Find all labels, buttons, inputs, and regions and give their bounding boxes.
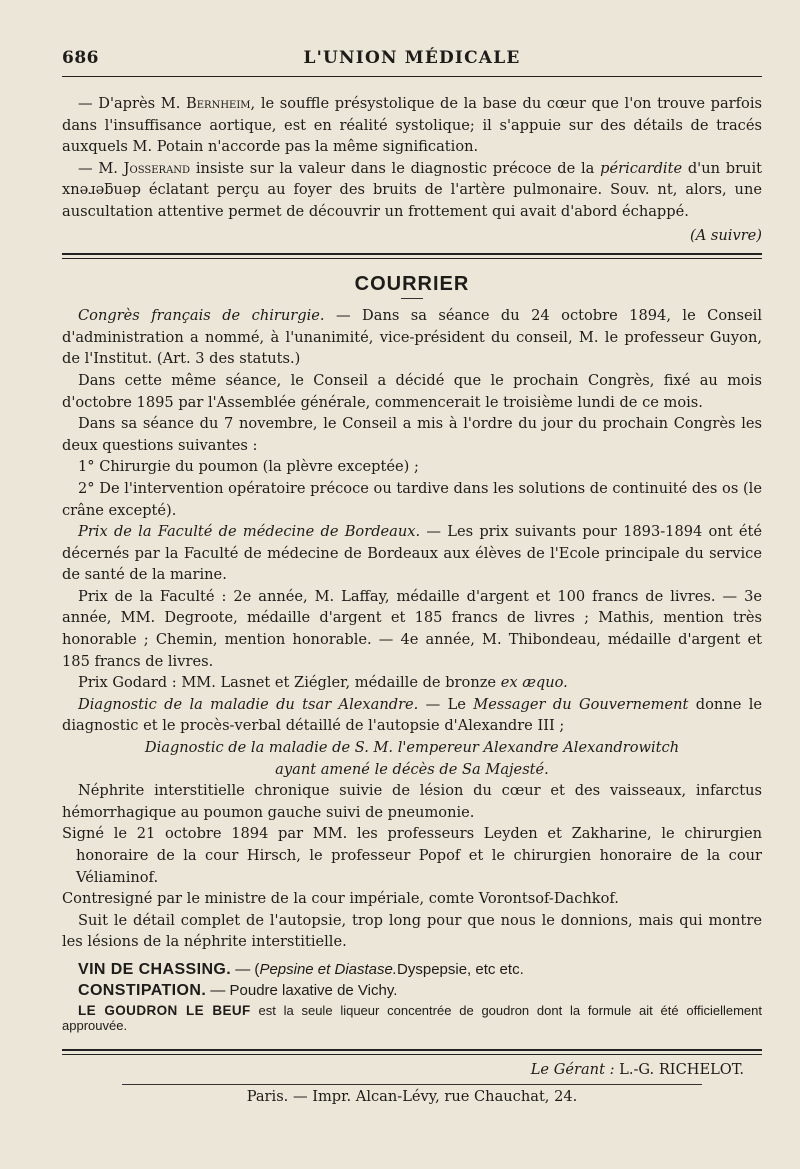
paragraph-contresigne: Contresigné par le ministre de la cour impériale, comte Vorontsof-Dachkof. — [62, 890, 619, 908]
continuation-section — [62, 93, 762, 246]
paragraph-signe: Signé le 21 octobre 1894 par MM. les professeurs Leyden et Zakharine, le chirurgien honoraire de la cour Hirsch, le professeur Popof et le chirurgien honoraire de la cour Véliaminof. — [62, 825, 762, 886]
title-rule — [401, 298, 423, 299]
paragraph-bernheim: — D'après M. Bernheim, le souffle présystolique de la base du cœur que l'on trouve parfois dans l'insuffisance aortique, est en réalité systolique; il s'appuie sur des détails de tracés auxquels M. Potain n'accorde pas la même signification. — [62, 95, 763, 156]
footer-divider — [62, 1049, 762, 1055]
paragraph-nephrite: Néphrite interstitielle chronique suivie de lésion du cœur et des vaisseaux, infarctus hémorrhagique au poumon gauche suivi de pneumonie. — [62, 782, 762, 821]
question-2: 2° De l'intervention opératoire précoce ou tardive dans les solutions de continuité des os (le crâne excepté). — [62, 479, 762, 519]
ad-goudron: LE GOUDRON LE BEUF est la seule liqueur concentrée de goudron dont la formule ait été officiellement approuvée. — [62, 1002, 762, 1033]
ad-constipation: CONSTIPATION. — Poudre laxative de Vichy. — [78, 981, 398, 999]
paragraph-josserand: — M. Josserand insiste sur la valeur dans le diagnostic précoce de la péricardite d'un bruit xnəɹəƃuəp éclatant perçu au foyer des bruits de l'artère pulmonaire. Souv. nt, alors, une auscultation attentive permet de découvrir un frottement qui avait d'abord échappé. — [62, 159, 762, 220]
section-title: COURRIER — [354, 273, 470, 296]
paragraph-prix-bordeaux: Prix de la Faculté de médecine de Bordeaux. — Les prix suivants pour 1893-1894 ont été décernés par la Faculté de médecine de Bordeaux aux élèves de l'Ecole principale du service de santé de la marine. — [62, 523, 763, 584]
paragraph-congres: Congrès français de chirurgie. — Dans sa séance du 24 octobre 1894, le Conseil d'administration a nommé, à l'unanimité, vice-président du conseil, M. le professeur Guyon, de l'Institut. (Art. 3 des statuts.) — [62, 307, 762, 368]
author-name: Bernheim — [186, 95, 251, 112]
paragraph-ordre-du-jour: Dans sa séance du 7 novembre, le Conseil a mis à l'ordre du jour du prochain Congrès les deux questions suivantes : — [62, 415, 762, 454]
paragraph-seance: Dans cette même séance, le Conseil a décidé que le prochain Congrès, fixé au mois d'octobre 1895 par l'Assemblée générale, commencerait le troisième lundi de ce mois. — [62, 371, 762, 411]
ad-vin-de-chassing: VIN DE CHASSING. — (Pepsine et Diastase.Dyspepsie, etc etc. — [78, 960, 524, 978]
diagnostic-title-line-2: ayant amené le décès de Sa Majesté. — [275, 760, 549, 778]
diagnostic-title-line-1: Diagnostic de la maladie de S. M. l'empereur Alexandre Alexandrowitch — [144, 739, 680, 757]
author-name: Josserand — [123, 159, 191, 177]
paragraph-diagnostic-tsar: Diagnostic de la maladie du tsar Alexandre. — Le Messager du Gouvernement donne le diagnostic et le procès-verbal détaillé de l'autopsie d'Alexandre III ; — [62, 695, 763, 735]
paragraph-prix-faculte: Prix de la Faculté : 2e année, M. Laffay, médaille d'argent et 100 francs de livres. — 3e année, MM. Degroote, médaille d'argent et 185 francs de livres ; Mathis, mention très honorable ; Chemin, mention honorable. — 4e année, M. Thibondeau, médaille d'argent et 185 francs de livres. — [62, 587, 762, 670]
paragraph-prix-godard: Prix Godard : MM. Lasnet et Ziégler, médaille de bronze ex æquo. — [78, 674, 568, 692]
paragraph-autopsie: Suit le détail complet de l'autopsie, trop long pour que nous le donnions, mais qui montre les lésions de la néphrite interstitielle. — [62, 911, 762, 951]
courrier-section — [62, 273, 762, 953]
question-1: 1° Chirurgie du poumon (la plèvre exceptée) ; — [78, 458, 419, 476]
page-header — [62, 48, 762, 76]
imprint-rule — [122, 1084, 702, 1085]
section-divider — [62, 253, 762, 259]
a-suivre: (A suivre) — [690, 226, 762, 244]
page-footer — [62, 1059, 762, 1107]
advertisements — [62, 959, 762, 1033]
page-number: 686 — [62, 48, 99, 68]
running-title: L'UNION MÉDICALE — [303, 48, 521, 68]
header-rule — [62, 76, 762, 77]
imprint-line: Paris. — Impr. Alcan-Lévy, rue Chauchat, 24. — [246, 1087, 578, 1105]
gerant-line: Le Gérant : L.-G. RICHELOT. — [530, 1060, 744, 1078]
